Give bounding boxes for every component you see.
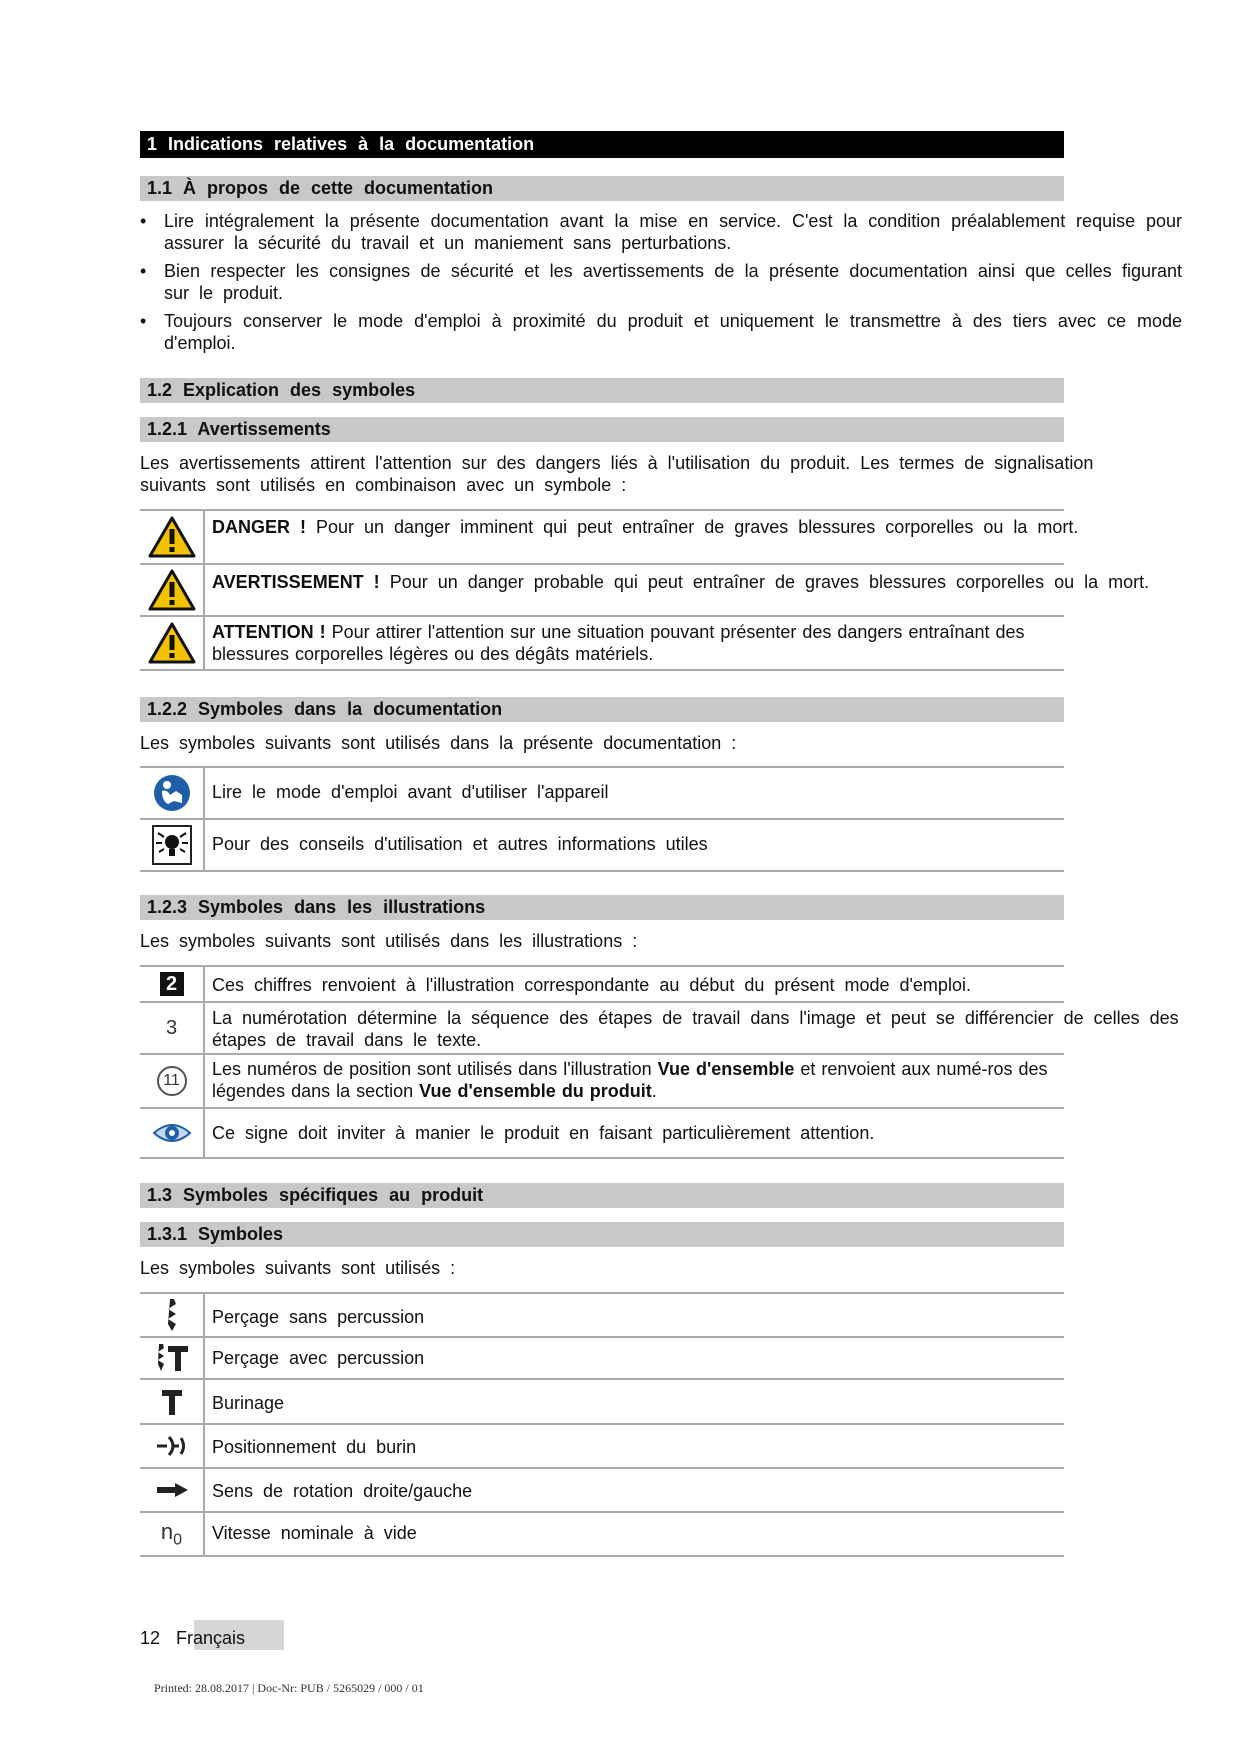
- table-row: [140, 1292, 1064, 1336]
- footer-page-number: 12: [140, 1628, 161, 1648]
- chisel-position-icon: [140, 1425, 205, 1467]
- bullet-dot: •: [140, 261, 147, 281]
- symbol-description: Burinage: [212, 1393, 285, 1413]
- table-row: [140, 965, 1064, 1001]
- hammer-drilling-icon: [140, 1338, 205, 1378]
- warning-triangle-icon: [140, 565, 205, 615]
- section-1-heading: 1 Indications relatives à la documentation: [140, 131, 1064, 158]
- symbol-description: Perçage sans percussion: [212, 1307, 425, 1327]
- table-row: [140, 1511, 1064, 1555]
- symbol-description: Lire le mode d'emploi avant d'utiliser l'appareil: [212, 782, 609, 802]
- section-1-2-2-heading: 1.2.2 Symboles dans la documentation: [140, 697, 1064, 722]
- section-1-3-heading: 1.3 Symboles spécifiques au produit: [140, 1183, 1064, 1208]
- illustration-symbols-intro: Les symboles suivants sont utilisés dans les illustrations :: [140, 931, 638, 951]
- section-1-2-heading: 1.2 Explication des symboles: [140, 378, 1064, 403]
- speed-symbol-n: n: [160, 1518, 174, 1544]
- text-part: .: [651, 1081, 657, 1101]
- warning-description: Pour un danger imminent qui peut entraîner de graves blessures corporelles ou la mort.: [306, 517, 1079, 537]
- bullet-item: [140, 260, 1182, 304]
- text-part: Les numéros de position sont utilisés dans l'illustration: [212, 1059, 658, 1079]
- warning-triangle-icon: [140, 511, 205, 563]
- symbol-description: Positionnement du burin: [212, 1437, 417, 1457]
- table-row: [140, 1053, 1064, 1107]
- drill-bit-icon: [140, 1294, 205, 1336]
- section-1-2-1-heading: 1.2.1 Avertissements: [140, 417, 1064, 442]
- text-part: et renvoient aux numé-ros des légendes dans la section: [212, 1059, 1048, 1101]
- warning-text: [212, 571, 1172, 593]
- warnings-intro: Les avertissements attirent l'attention sur des dangers liés à l'utilisation du produit. Les termes de signalisation suivants sont utilisés en combinaison avec un symbole :: [140, 453, 1094, 495]
- table-row: [140, 1001, 1179, 1053]
- table-row: [140, 1423, 1064, 1467]
- printed-line: Printed: 28.08.2017 | Doc-Nr: PUB / 5265029 / 000 / 01: [154, 1681, 424, 1695]
- table-row: [140, 1336, 1064, 1378]
- chiseling-icon: [140, 1380, 205, 1423]
- step-number-icon: [140, 1003, 205, 1053]
- table-bottom-border: [140, 1157, 1064, 1159]
- section-1-2-3-heading: 1.2.3 Symboles dans les illustrations: [140, 895, 1064, 920]
- section-1-3-1-heading: 1.3.1 Symboles: [140, 1222, 1064, 1247]
- warning-description: Pour attirer l'attention sur une situation pouvant présenter des dangers entraînant des blessures corporelles légères ou des dégâts matériels.: [212, 622, 1025, 664]
- symbol-description: [212, 1058, 1067, 1102]
- table-row: [140, 1467, 1064, 1511]
- table-bottom-border: [140, 870, 1064, 872]
- bullet-item: [140, 210, 1182, 254]
- warning-text: [212, 621, 1064, 665]
- table-row: [140, 563, 1150, 615]
- warning-text: [212, 516, 1152, 538]
- signal-word: DANGER !: [212, 517, 306, 537]
- bold-part: Vue d'ensemble du produit: [419, 1081, 652, 1101]
- position-number-icon: [140, 1055, 205, 1107]
- bullet-text: Toujours conserver le mode d'emploi à proximité du produit et uniquement le transmettre à des tiers avec ce mode d'emploi.: [164, 311, 1182, 353]
- figure-number-badge: 2: [160, 972, 184, 996]
- signal-word: ATTENTION !: [212, 622, 326, 642]
- bullet-text: Bien respecter les consignes de sécurité et les avertissements de la présente documentation ainsi que celles figurant sur le produit.: [164, 261, 1182, 303]
- table-row: [140, 509, 1079, 563]
- speed-symbol-subscript: 0: [173, 1531, 183, 1549]
- read-manual-icon: [140, 768, 205, 818]
- rated-speed-icon: [140, 1513, 205, 1555]
- eye-icon: [140, 1109, 205, 1157]
- table-row: [140, 615, 1064, 669]
- position-number-circle: 11: [157, 1066, 187, 1096]
- table-bottom-border: [140, 1555, 1064, 1557]
- symbol-description: Vitesse nominale à vide: [212, 1523, 417, 1543]
- warning-triangle-icon: [140, 617, 205, 669]
- table-row: [140, 1107, 1064, 1157]
- table-bottom-border: [140, 669, 1064, 671]
- bullet-dot: •: [140, 311, 147, 331]
- doc-symbols-intro: Les symboles suivants sont utilisés dans la présente documentation :: [140, 733, 737, 753]
- warning-description: Pour un danger probable qui peut entraîner de graves blessures corporelles ou la mort.: [379, 572, 1150, 592]
- signal-word: AVERTISSEMENT !: [212, 572, 380, 592]
- symbol-description: Pour des conseils d'utilisation et autres informations utiles: [212, 834, 708, 854]
- lightbulb-tip-icon: [140, 820, 205, 870]
- symbol-description: Ces chiffres renvoient à l'illustration correspondante au début du présent mode d'emploi.: [212, 975, 971, 995]
- bold-part: Vue d'ensemble: [657, 1059, 795, 1079]
- table-row: [140, 1378, 1064, 1423]
- symbol-description: Perçage avec percussion: [212, 1348, 425, 1368]
- bullet-dot: •: [140, 211, 147, 231]
- rotation-direction-icon: [140, 1469, 205, 1511]
- figure-number-icon: [140, 967, 205, 1001]
- table-row: [140, 766, 1064, 818]
- section-1-1-heading: 1.1 À propos de cette documentation: [140, 176, 1064, 201]
- table-row: [140, 818, 1064, 870]
- symbol-description: La numérotation détermine la séquence des étapes de travail dans l'image et peut se différencier de celles des étapes de travail dans le texte.: [212, 1008, 1179, 1050]
- step-number-label: 3: [165, 1016, 178, 1039]
- symbol-description: Ce signe doit inviter à manier le produit en faisant particulièrement attention.: [212, 1123, 875, 1143]
- product-symbols-intro: Les symboles suivants sont utilisés :: [140, 1258, 456, 1278]
- footer-language: Français: [176, 1628, 246, 1648]
- symbol-description: Sens de rotation droite/gauche: [212, 1481, 473, 1501]
- bullet-text: Lire intégralement la présente documentation avant la mise en service. C'est la condition préalablement requise pour assurer la sécurité du travail et un maniement sans perturbations.: [164, 211, 1182, 253]
- bullet-item: [140, 310, 1182, 354]
